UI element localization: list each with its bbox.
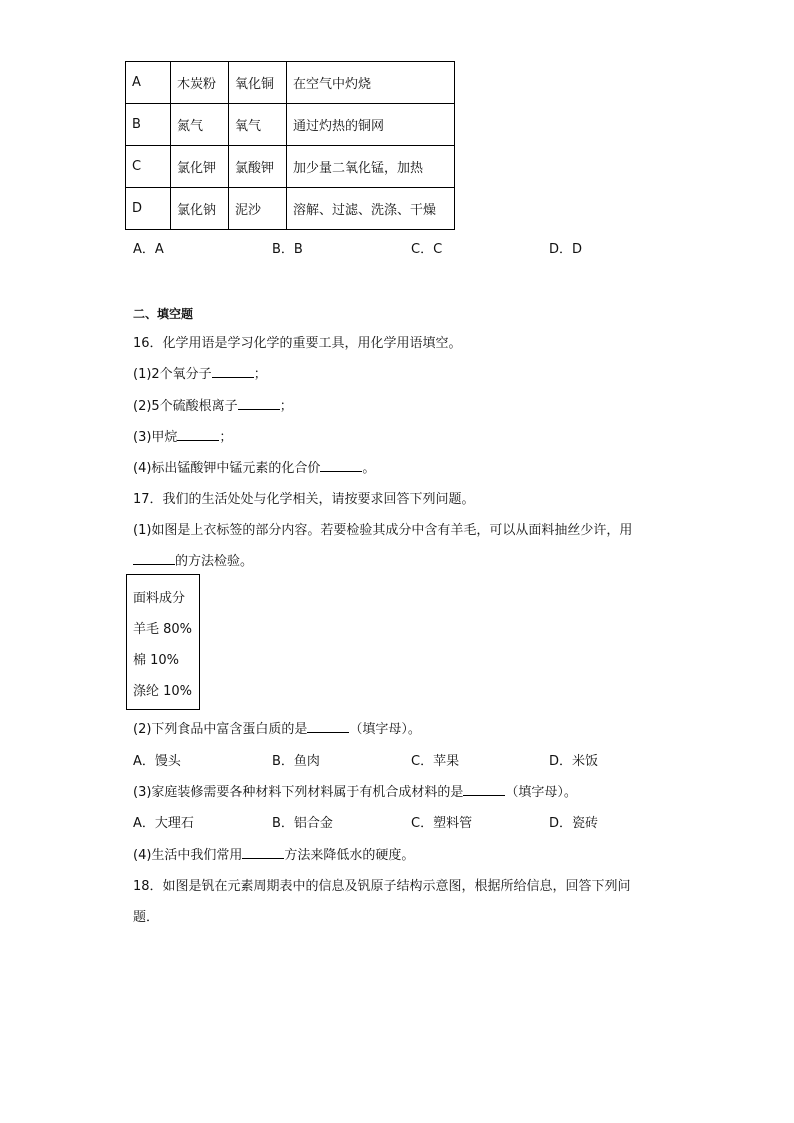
q16-part3 <box>133 426 232 445</box>
answer-blank[interactable] <box>212 365 254 378</box>
label-item-wool: 羊毛 80% <box>133 622 193 637</box>
q18-line2: 题． <box>133 910 160 925</box>
answer-blank[interactable] <box>133 552 175 565</box>
option-a[interactable]: A．馒头 <box>133 754 181 769</box>
q16-part4-end: 。 <box>362 461 376 476</box>
label-title: 面料成分 <box>133 591 186 606</box>
q17-part4 <box>133 844 414 863</box>
table-cell: D <box>126 188 171 230</box>
q16-part3-end: ； <box>219 430 233 445</box>
option-b[interactable]: B．鱼肉 <box>272 754 320 769</box>
table-cell: 氧气 <box>229 104 287 146</box>
answer-blank[interactable] <box>177 428 219 441</box>
option-d[interactable]: D．D <box>549 242 583 257</box>
answer-blank[interactable] <box>307 720 349 733</box>
option-d[interactable]: D．米饭 <box>549 754 599 769</box>
q16-part1 <box>133 363 267 382</box>
table-cell: 在空气中灼烧 <box>287 62 455 104</box>
q16-part2-end: ； <box>279 399 293 414</box>
q17-part3 <box>133 781 577 800</box>
option-d[interactable]: D．瓷砖 <box>549 816 599 831</box>
option-b[interactable]: B．铝合金 <box>272 816 333 831</box>
option-c[interactable]: C．C <box>411 242 443 257</box>
q16-part4-text: (4)标出锰酸钾中锰元素的化合价 <box>133 461 321 476</box>
table-row <box>126 188 455 230</box>
table-cell: A <box>126 62 171 104</box>
option-c[interactable]: C．塑料管 <box>411 816 473 831</box>
table-cell: B <box>126 104 171 146</box>
table-cell: 氯酸钾 <box>229 146 287 188</box>
q17-part1-line1: (1)如图是上衣标签的部分内容。若要检验其成分中含有羊毛，可以从面料抽丝少许，用 <box>133 523 633 538</box>
answer-blank[interactable] <box>238 397 280 410</box>
q17-part3-end: （填字母）。 <box>505 785 577 800</box>
clothing-label-box <box>126 574 200 710</box>
answer-blank[interactable] <box>242 846 284 859</box>
table-cell: 通过灼热的铜网 <box>287 104 455 146</box>
q17-part4-end: 方法来降低水的硬度。 <box>284 848 415 863</box>
q17-part2-end: （填字母）。 <box>349 722 421 737</box>
table-cell: 氯化钾 <box>171 146 229 188</box>
q17-part3-text: (3)家庭装修需要各种材料下列材料属于有机合成材料的是 <box>133 785 464 800</box>
table-cell: 溶解、过滤、洗涤、干燥 <box>287 188 455 230</box>
q16-part2-text: (2)5个硫酸根离子 <box>133 399 238 414</box>
option-b[interactable]: B．B <box>272 242 303 257</box>
q17-part1-end: 的方法检验。 <box>175 554 254 569</box>
q16-part1-text: (1)2个氧分子 <box>133 367 212 382</box>
table-cell: 加少量二氧化锰，加热 <box>287 146 455 188</box>
table-cell: 泥沙 <box>229 188 287 230</box>
q17-part2 <box>133 718 421 737</box>
table-row <box>126 146 455 188</box>
table-cell: 氧化铜 <box>229 62 287 104</box>
q18-line1: 18．如图是钒在元素周期表中的信息及钒原子结构示意图，根据所给信息，回答下列问 <box>133 879 631 894</box>
label-item-cotton: 棉 10% <box>133 653 180 668</box>
table-cell: 氮气 <box>171 104 229 146</box>
separation-table <box>125 61 455 230</box>
q17-stem: 17．我们的生活处处与化学相关，请按要求回答下列问题。 <box>133 492 475 507</box>
q17-part2-text: (2)下列食品中富含蛋白质的是 <box>133 722 308 737</box>
table-row <box>126 62 455 104</box>
answer-blank[interactable] <box>320 459 362 472</box>
table-cell: 木炭粉 <box>171 62 229 104</box>
q17-part4-text: (4)生活中我们常用 <box>133 848 243 863</box>
option-c[interactable]: C．苹果 <box>411 754 460 769</box>
section-title: 二、填空题 <box>133 307 194 321</box>
option-a[interactable]: A．A <box>133 242 164 257</box>
answer-blank[interactable] <box>463 783 505 796</box>
q16-part3-text: (3)甲烷 <box>133 430 178 445</box>
table-cell: C <box>126 146 171 188</box>
label-item-polyester: 涤纶 10% <box>133 684 193 699</box>
q16-stem: 16．化学用语是学习化学的重要工具，用化学用语填空。 <box>133 336 462 351</box>
q17-part1-line2 <box>133 550 253 569</box>
option-a[interactable]: A．大理石 <box>133 816 194 831</box>
table-cell: 氯化钠 <box>171 188 229 230</box>
table-row <box>126 104 455 146</box>
q16-part4 <box>133 457 375 476</box>
q16-part1-end: ； <box>253 367 267 382</box>
q16-part2 <box>133 395 293 414</box>
